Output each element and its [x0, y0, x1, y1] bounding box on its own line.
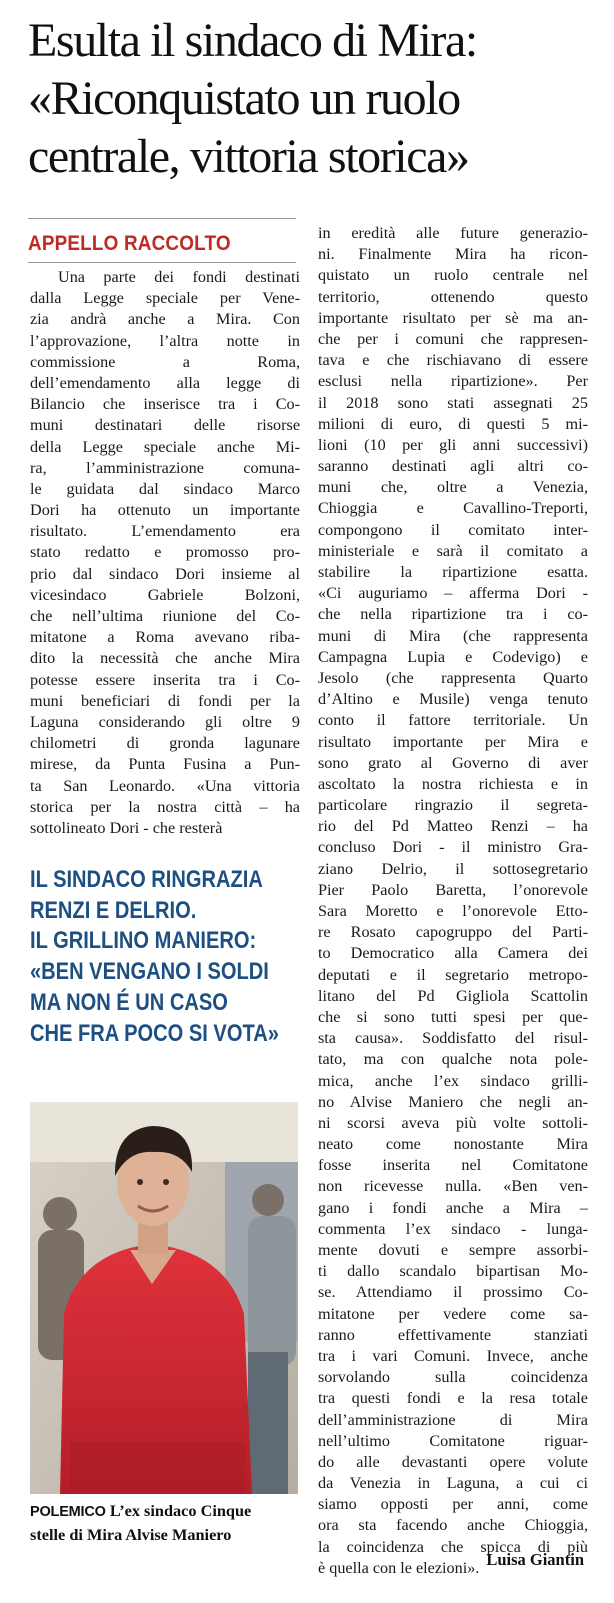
article-line: ziano Delrio, il sottosegretario	[318, 859, 588, 878]
article-line: tava e che rischiavano di essere	[318, 351, 588, 370]
photo-caption	[30, 1500, 300, 1545]
article-line: do alle devastanti opere volute	[318, 1452, 588, 1471]
article-line: mica, anche l’ex sindaco grilli-	[318, 1071, 588, 1090]
article-line: compongono il comitato inter-	[318, 520, 588, 539]
article-line: saranno destinati agli altri co-	[318, 457, 588, 476]
article-line: d’Altino e Musile) venga tenuto	[318, 690, 588, 709]
article-line: ascoltato la nostra richiesta e in	[318, 774, 588, 793]
article-column-right	[318, 223, 588, 1579]
headline-line: Esulta il sindaco di Mira:	[28, 14, 477, 67]
article-line: muni beneficiari di fondi per la	[30, 691, 300, 710]
article-line: mitatone per vedere come sa-	[318, 1304, 588, 1323]
article-line: Bilancio che inserisce tra i Co-	[30, 395, 300, 414]
pull-quote-line: MA NON É UN CASO	[30, 988, 228, 1016]
article-line: mente dovuti e sempre assorbi-	[318, 1241, 588, 1259]
article-line: muni che, oltre a Venezia,	[318, 478, 588, 497]
byline: Luisa Giantin	[486, 1550, 584, 1569]
article-line: Campagna Lupia e Codevigo) e	[318, 647, 588, 666]
article-line: dell’amministrazione di Mira	[318, 1410, 588, 1429]
article-line: ministeriale e sarà il comitato a	[318, 541, 588, 560]
article-line: Pier Paolo Baretta, l’onorevole	[318, 880, 588, 899]
article-line: neato come nonostante Mira	[318, 1135, 588, 1154]
article-line: ta San Leonardo. «Una vittoria	[30, 776, 300, 795]
article-line: che nella ripartizione tra i co-	[318, 605, 588, 624]
article-line: litano del Pd Gigliola Scattolin	[318, 986, 588, 1005]
article-line: Dori ha ottenuto un importante	[30, 501, 300, 520]
pull-quote	[30, 865, 300, 1049]
article-line: no Alvise Maniero che negli an-	[318, 1092, 588, 1111]
article-line: muni di Mira (che rappresenta	[318, 626, 588, 645]
article-line: sta causa». Soddisfatto del risul-	[318, 1029, 588, 1048]
caption-text: stelle di Mira Alvise Maniero	[30, 1524, 232, 1544]
article-line: vicesindaco Gabriele Bolzoni,	[30, 585, 300, 604]
pull-quote-line: IL SINDACO RINGRAZIA	[30, 866, 263, 893]
article-line: quistato un ruolo centrale nel	[318, 266, 588, 285]
article-line: in eredità alle future generazio-	[318, 224, 588, 242]
caption-tag: POLEMICO	[30, 1504, 106, 1520]
headline-line: «Riconquistato un ruolo	[28, 72, 460, 125]
article-line: gano i fondi anche a Mira –	[318, 1198, 588, 1217]
article-line: lioni (10 per gli anni successivi)	[318, 435, 588, 454]
article-line: particolare ringrazio il segreta-	[318, 796, 588, 815]
article-line: risultato. L’emendamento era	[30, 522, 300, 541]
article-line: re Rosato capogruppo del Parti-	[318, 923, 588, 942]
article-line: nell’ultimo Comitatone riguar-	[318, 1431, 588, 1450]
article-line: dalla Legge speciale per Vene-	[30, 289, 300, 308]
article-line: stato redatto e promosso pro-	[30, 543, 300, 562]
article-line: importante risultato per sè ma an-	[318, 308, 588, 327]
article-line: sottolineato Dori - che resterà	[30, 818, 223, 837]
article-line: commissione a Roma,	[30, 352, 300, 371]
article-line: milioni di euro, di questi 5 mi-	[318, 414, 588, 433]
article-line: ranno effettivamente stanziati	[318, 1325, 588, 1344]
pull-quote-line: RENZI E DELRIO.	[30, 896, 197, 924]
article-line: territorio, ottenendo questo	[318, 287, 588, 306]
photo-alvise-maniero	[30, 1102, 298, 1494]
article-line: della Legge speciale anche Mi-	[30, 437, 300, 456]
pull-quote-line: «BEN VENGANO I SOLDI	[30, 958, 269, 986]
article-line: Laguna considerando gli oltre 9	[30, 712, 300, 731]
article-line: mitatone a Roma avevano riba-	[30, 628, 300, 647]
article-line: ora sta facendo anche Chioggia,	[318, 1516, 588, 1535]
article-line: ni scorsi aveva più volte sottoli-	[318, 1113, 588, 1132]
caption-text: L’ex sindaco Cinque	[109, 1501, 252, 1520]
article-line: se. Attendiamo il prossimo Co-	[318, 1283, 588, 1302]
article-line: l’approvazione, l’altra notte in	[30, 331, 300, 350]
divider	[28, 262, 296, 263]
article-line: ra, l’amministrazione comuna-	[30, 458, 300, 477]
article-line: Chioggia e Cavallino-Treporti,	[318, 499, 588, 518]
article-line: deputati e il segretario metropo-	[318, 965, 588, 984]
article-line: risultato importante per Mira e	[318, 732, 588, 751]
article-line: Sara Moretto e l’onorevole Etto-	[318, 902, 588, 920]
article-line: da Venezia in Laguna, a cui ci	[318, 1474, 588, 1493]
kicker-label: APPELLO RACCOLTO	[28, 232, 231, 255]
article-line: muni destinatari delle risorse	[30, 416, 300, 435]
headline-line: centrale, vittoria storica»	[28, 130, 469, 183]
article-line: zia andrà anche a Mira. Con	[30, 310, 300, 329]
article-line: le guidata dal sindaco Marco	[30, 479, 300, 498]
article-line: che nell’ultima riunione del Co-	[30, 607, 300, 625]
article-line: concluso Dori - il ministro Gra-	[318, 838, 588, 857]
article-line: non ricevesse nulla. «Ben ven-	[318, 1177, 588, 1196]
article-line: potesse essere inserita tra i Co-	[30, 670, 300, 689]
article-line: che per i comuni che rappresen-	[318, 329, 588, 348]
article-line: è quella con le elezioni».	[318, 1558, 480, 1577]
article-line: sorvolando sulla coincidenza	[318, 1368, 588, 1387]
article-line: tra i vari Comuni. Invece, anche	[318, 1346, 588, 1365]
headline	[28, 12, 600, 186]
article-line: la coincidenza che spicca di più	[318, 1537, 588, 1556]
article-line: to Democratico alla Camera dei	[318, 944, 588, 963]
pull-quote-line: CHE FRA POCO SI VOTA»	[30, 1019, 279, 1047]
article-line: tra questi fondi e la resa totale	[318, 1389, 588, 1408]
article-line: dito la necessità che anche Mira	[30, 649, 300, 668]
article-line: ni. Finalmente Mira ha ricon-	[318, 245, 588, 264]
pull-quote-line: IL GRILLINO MANIERO:	[30, 927, 257, 955]
article-line: mirese, da Punta Fusina a Pun-	[30, 755, 300, 774]
article-line: prio dal sindaco Dori insieme al	[30, 564, 300, 583]
article-line: sono grato al Governo di aver	[318, 753, 588, 772]
article-line: Jesolo (che rappresenta Quarto	[318, 668, 588, 687]
article-line: dell’emendamento alla legge di	[30, 373, 300, 392]
divider	[28, 218, 296, 219]
article-line: il 2018 sono stati assegnati 25	[318, 393, 588, 412]
article-line: commenta l’ex sindaco - lunga-	[318, 1219, 588, 1238]
article-line: rio del Pd Matteo Renzi – ha	[318, 817, 588, 836]
article-line: chilometri di gronda lagunare	[30, 734, 300, 753]
article-line: stabilire la ripartizione esatta.	[318, 563, 588, 581]
article-line: storica per la nostra città – ha	[30, 797, 300, 816]
article-line: che si sono tutti spesi per que-	[318, 1007, 588, 1026]
article-line: siamo opposti per anni, come	[318, 1495, 588, 1514]
article-line: tato, ma con qualche nota pole-	[318, 1050, 588, 1069]
article-line: «Ci auguriamo – afferma Dori -	[318, 584, 588, 603]
article-line: esclusi nella ripartizione». Per	[318, 372, 588, 391]
article-line: Una parte dei fondi destinati	[58, 268, 300, 286]
article-column-left	[30, 267, 300, 839]
article-line: fosse inserita nel Comitatone	[318, 1156, 588, 1175]
article-line: ti dallo scandalo bipartisan Mo-	[318, 1262, 588, 1281]
article-line: conto il fattore territoriale. Un	[318, 711, 588, 730]
